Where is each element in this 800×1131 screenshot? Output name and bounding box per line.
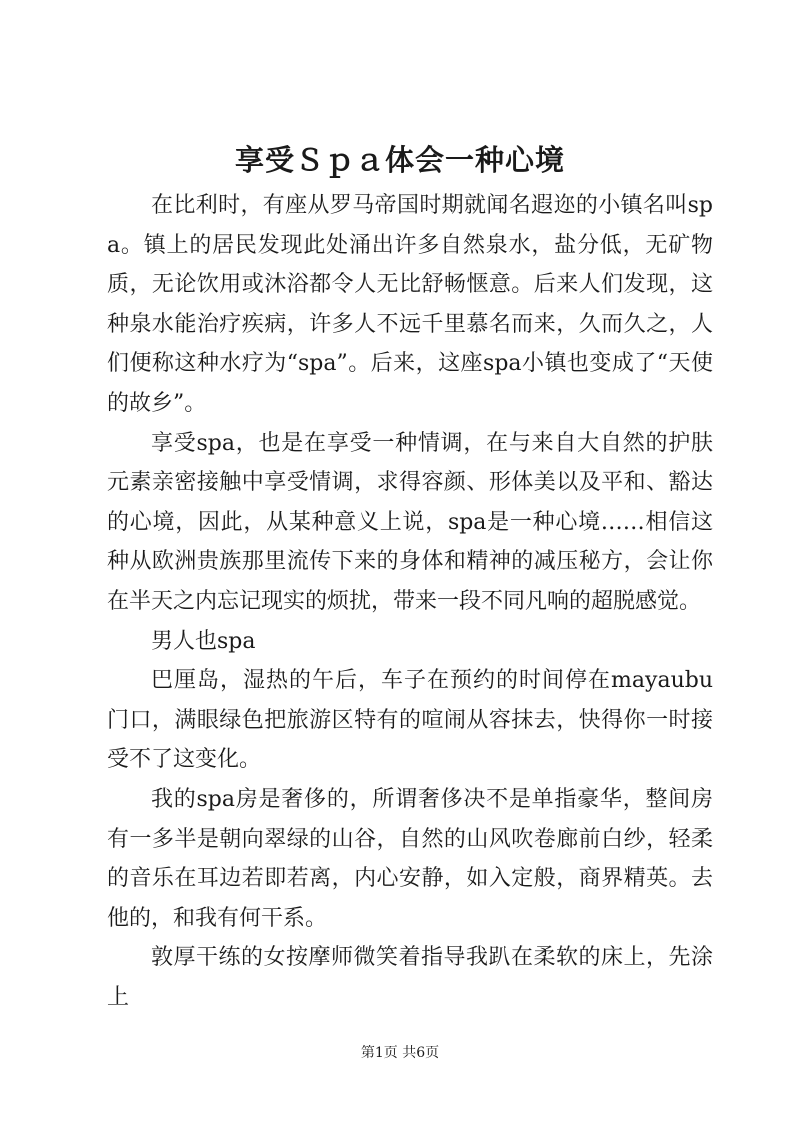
paragraph: 享受spa，也是在享受一种情调，在与来自大自然的护肤元素亲密接触中享受情调，求得容颜、形体美以及平和、豁达的心境，因此，从某种意义上说，spa是一种心境……相信这种从欧洲贵族那里流传下来的身体和精神的减压秘方，会让你在半天之内忘记现实的烦扰，带来一段不同凡响的超脱感觉。 — [107, 430, 713, 614]
document-body — [107, 186, 713, 1017]
page-footer: 第1页 共6页 — [360, 1045, 440, 1061]
section-heading: 男人也spa — [151, 628, 256, 654]
paragraph: 敦厚干练的女按摩师微笑着指导我趴在柔软的床上，先涂上 — [107, 945, 713, 1010]
paragraph: 我的spa房是奢侈的，所谓奢侈决不是单指豪华，整间房有一多半是朝向翠绿的山谷，自然的山风吹卷廊前白纱，轻柔的音乐在耳边若即若离，内心安静，如入定般，商界精英。去他的，和我有何干系。 — [107, 786, 713, 931]
document-title: 享受Ｓｐａ体会一种心境 — [234, 143, 565, 177]
paragraph: 在比利时，有座从罗马帝国时期就闻名遐迩的小镇名叫spa。镇上的居民发现此处涌出许多自然泉水，盐分低，无矿物质，无论饮用或沐浴都令人无比舒畅惬意。后来人们发现，这种泉水能治疗疾病，许多人不远千里慕名而来，久而久之，人们便称这种水疗为“spa”。后来，这座spa小镇也变成了“天使的故乡”。 — [107, 193, 713, 416]
paragraph: 巴厘岛，湿热的午后，车子在预约的时间停在mayaubu门口，满眼绿色把旅游区特有的喧闹从容抹去，快得你一时接受不了这变化。 — [107, 668, 713, 773]
